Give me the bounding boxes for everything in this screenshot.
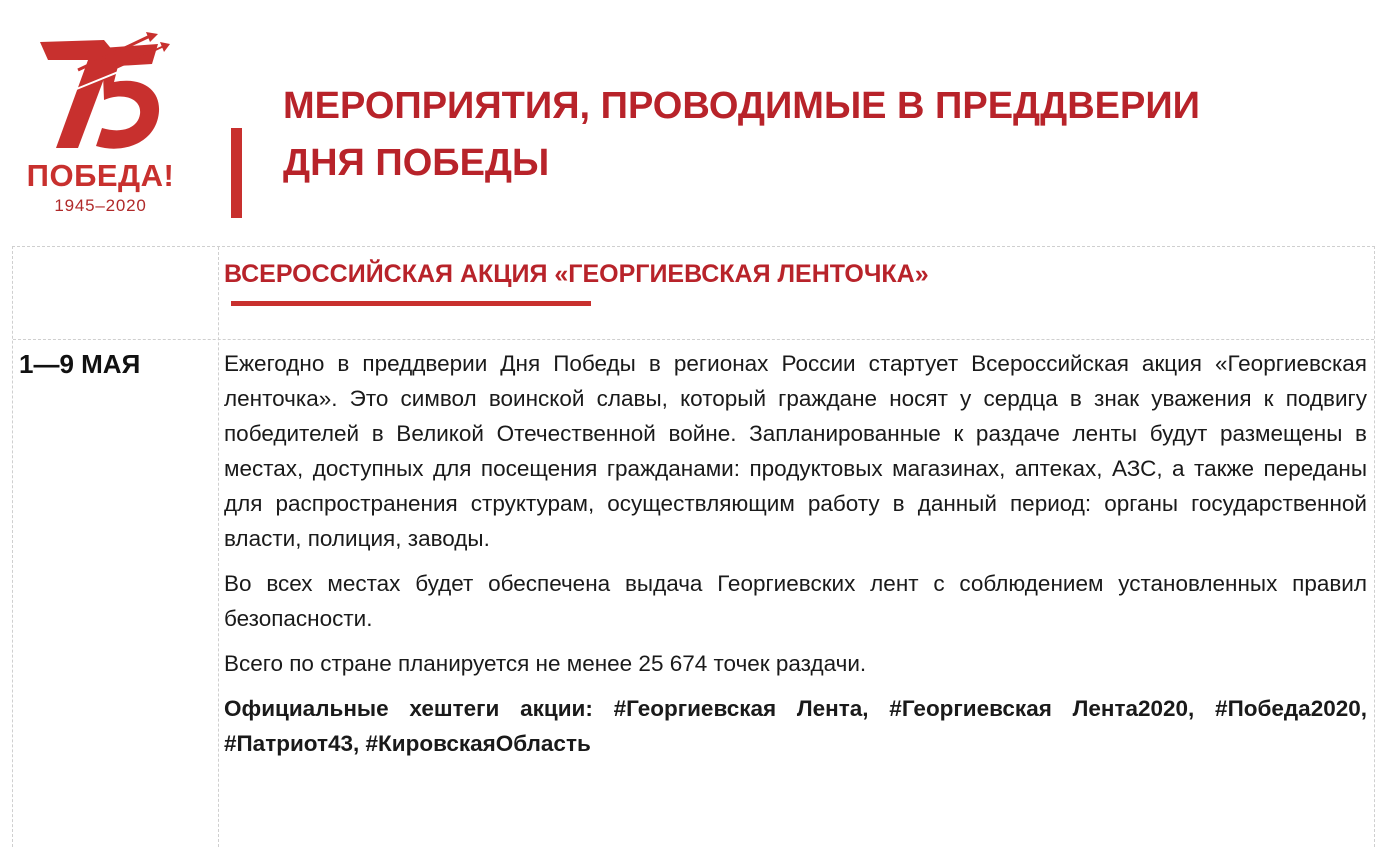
description-paragraph: Во всех местах будет обеспечена выдача Георгиевских лент с соблюдением установленных правил безопасности. — [224, 571, 1367, 631]
victory-75-logo — [18, 30, 183, 220]
page-title — [283, 78, 1343, 192]
description-paragraph: Ежегодно в преддверии Дня Победы в регионах России стартует Всероссийская акция «Георгиевская ленточка». Это символ воинской славы, который граждане носят у сердца в знак уважения к подвигу победителей в Великой Отечественной войне. Запланированные к раздаче ленты будут размещены в местах, доступных для посещения гражданами: продуктовых магазинах, аптеках, АЗС, а также переданы для распространения структурам, осуществляющим работу в данный период: органы государственной власти, полиция, заводы. — [224, 351, 1367, 551]
event-date: 1—9 МАЯ — [19, 349, 141, 379]
event-description — [224, 346, 1367, 771]
row-divider — [13, 339, 1374, 340]
column-divider — [218, 247, 219, 847]
page-title-line-1: МЕРОПРИЯТИЯ, ПРОВОДИМЫЕ В ПРЕДДВЕРИИ — [283, 85, 1200, 127]
event-table — [12, 246, 1375, 847]
hashtags-paragraph: Официальные хештеги акции: #Георгиевская Лента, #Георгиевская Лента2020, #Победа2020, #Патриот43, #КировскаяОбласть — [224, 696, 1367, 756]
section-title: ВСЕРОССИЙСКАЯ АКЦИЯ «ГЕОРГИЕВСКАЯ ЛЕНТОЧКА» — [224, 260, 929, 288]
logo-75-emblem — [18, 30, 183, 160]
description-paragraph: Всего по стране планируется не менее 25 674 точек раздачи. — [224, 651, 867, 676]
section-title-underline — [231, 301, 591, 306]
logo-word: ПОБЕДА! — [26, 158, 175, 193]
title-accent-bar — [231, 128, 242, 218]
page-title-line-2: ДНЯ ПОБЕДЫ — [283, 142, 550, 184]
logo-years: 1945–2020 — [54, 196, 147, 215]
